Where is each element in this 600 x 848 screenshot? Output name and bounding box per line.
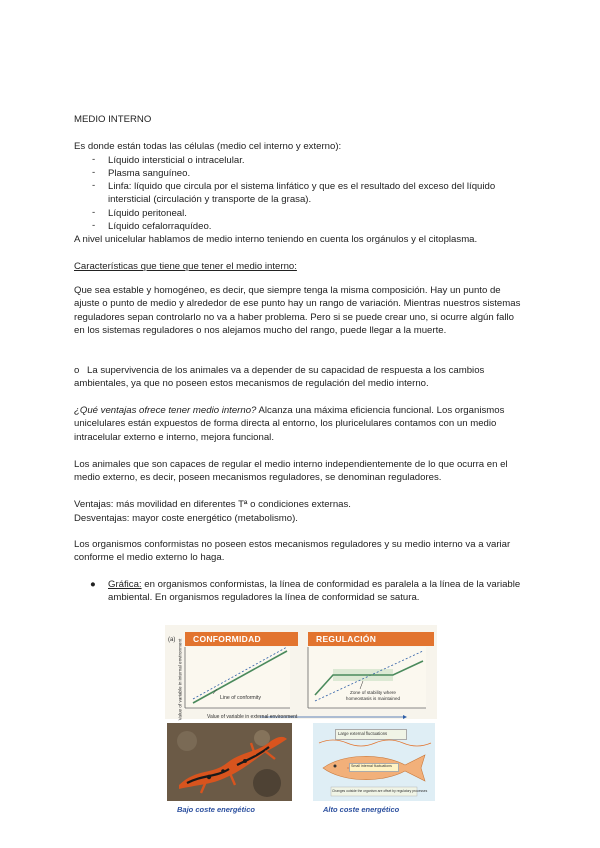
salamander-photo — [167, 723, 292, 801]
small-fluctuations-label: Small internal fluctuations — [351, 764, 392, 768]
conformity-regulation-figure — [165, 625, 437, 817]
dash-bullet: - — [92, 167, 96, 178]
list-item: Líquido cefalorraquídeo. — [108, 221, 212, 232]
dash-bullet: - — [92, 220, 96, 231]
advantages-line: Ventajas: más movilidad en diferentes Tª o condiciones externas. — [74, 499, 351, 510]
fish-illustration — [313, 723, 435, 801]
characteristics-heading: Características que tiene que tener el medio interno: — [74, 261, 297, 272]
graphs-svg — [165, 625, 437, 725]
characteristics-paragraph: Que sea estable y homogéneo, es decir, que siempre tenga la misma composición. Hay un punto de ajuste o punto de medio y alrededor de ese punto hay un rango de variación. Mientras nuestros sistemas reguladores sepan controlarlo no va a haber problema. Pero si se puede crear uno, si ocurre algún fallo en los sistemas reguladores o nos alejamos mucho del rango, puede llegar a la muerte. — [74, 285, 521, 337]
intro-text: Es donde están todas las células (medio cel interno y externo): — [74, 141, 342, 152]
dash-bullet: - — [92, 180, 96, 191]
page-title: MEDIO INTERNO — [74, 114, 152, 125]
salamander-illustration — [167, 723, 292, 801]
zone-of-stability-label: Zone of stability where homeostasis is maintained — [345, 690, 401, 701]
bullet-dot: ● — [90, 579, 96, 590]
fish-note: Changes outside the organism are offset by regulatory processes — [332, 789, 428, 793]
advantages-question: ¿Qué ventajas ofrece tener medio interno? — [74, 405, 257, 416]
grafica-text: en organismos conformistas, la línea de conformidad es paralela a la línea de la variable ambiental. En organismos reguladores la línea de conformidad se satura. — [108, 579, 521, 604]
advantages-answer: Alcanza una máxima eficiencia funcional. Los organismos unicelulares están expuestos de forma directa al entorno, los pluricelulares contamos con un medio intracelular externo e interno, mejora funcional. — [74, 405, 505, 443]
list-item: Líquido intersticial o intracelular. — [108, 155, 245, 166]
panel-label: (a) — [168, 637, 176, 643]
list-item: Linfa: líquido que circula por el sistema linfático y que es el resultado del exceso del líquido intersticial (circulación y transporte de la grasa). — [108, 181, 496, 206]
list-item: Líquido peritoneal. — [108, 208, 187, 219]
advantages-paragraph — [74, 404, 529, 444]
dash-bullet: - — [92, 154, 96, 165]
high-energy-caption: Alto coste energético — [323, 805, 400, 814]
x-axis-label: Value of variable in external environment — [207, 714, 298, 720]
disadvantages-line: Desventajas: mayor coste energético (metabolismo). — [74, 513, 298, 524]
survival-paragraph: La supervivencia de los animales va a depender de su capacidad de respuesta a los cambios ambientales, ya que no poseen estos mecanismos de regulación del medio interno. — [74, 365, 485, 390]
o-bullet: o — [74, 365, 80, 376]
regulation-title: REGULACIÓN — [308, 632, 434, 646]
conformity-title: CONFORMIDAD — [185, 632, 298, 646]
dash-bullet: - — [92, 207, 96, 218]
y-axis-label: Value of variable in internal environment — [177, 638, 183, 721]
conformists-paragraph: Los organismos conformistas no poseen estos mecanismos reguladores y su medio interno va a variar conforme el medio externo lo haga. — [74, 539, 511, 564]
unicellular-text: A nivel unicelular hablamos de medio interno teniendo en cuenta los orgánulos y el citoplasma. — [74, 234, 478, 245]
regulators-paragraph: Los animales que son capaces de regular el medio interno independientemente de lo que ocurra en el medio externo, es decir, poseen mecanismos reguladores, se denominan reguladores. — [74, 459, 508, 484]
low-energy-caption: Bajo coste energético — [177, 805, 255, 814]
large-fluctuations-label: Large external fluctuations — [338, 731, 388, 736]
list-item: Plasma sanguíneo. — [108, 168, 191, 179]
grafica-paragraph — [108, 578, 528, 605]
line-of-conformity-label: Line of conformity — [220, 695, 261, 701]
grafica-label: Gráfica: — [108, 579, 142, 590]
